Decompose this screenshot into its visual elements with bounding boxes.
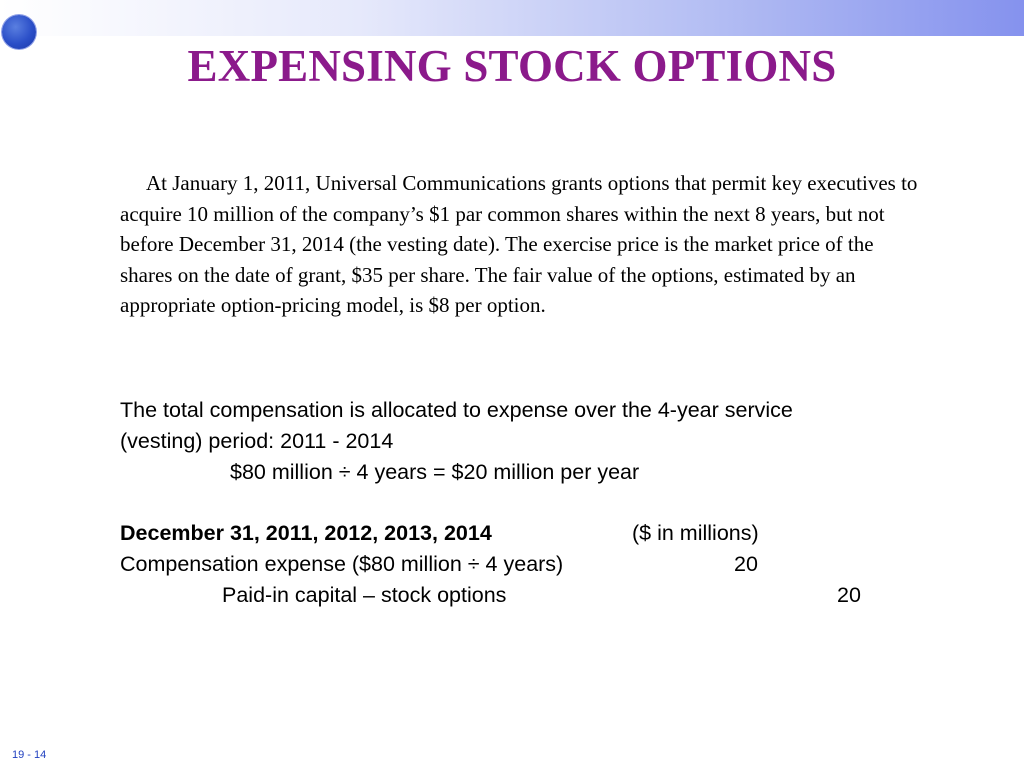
entry-dates-heading: December 31, 2011, 2012, 2013, 2014: [120, 521, 492, 545]
calculation-line: $80 million ÷ 4 years = $20 million per year: [230, 460, 640, 484]
intro-paragraph: [120, 168, 920, 321]
entry-units-label: ($ in millions): [632, 521, 759, 545]
debit-amount: 20: [734, 552, 758, 576]
header-gradient-bar: [0, 0, 1024, 36]
allocation-line-2: (vesting) period: 2011 - 2014: [120, 429, 394, 453]
allocation-line-1: The total compensation is allocated to expense over the 4-year service: [120, 398, 793, 422]
slide-number: 19 - 14: [12, 749, 47, 761]
credit-amount: 20: [837, 583, 861, 607]
debit-account: Compensation expense ($80 million ÷ 4 years): [120, 552, 564, 576]
credit-account: Paid-in capital – stock options: [222, 583, 507, 607]
slide-title: EXPENSING STOCK OPTIONS: [187, 41, 837, 91]
intro-text: At January 1, 2011, Universal Communications grants options that permit key executives to acquire 10 million of the company’s $1 par common shares within the next 8 years, but not before December 31, 2014 (the vesting date). The exercise price is the market price of the shares on the date of grant, $35 per share. The fair value of the options, estimated by an appropriate option-pricing model, is $8 per option.: [120, 171, 918, 317]
